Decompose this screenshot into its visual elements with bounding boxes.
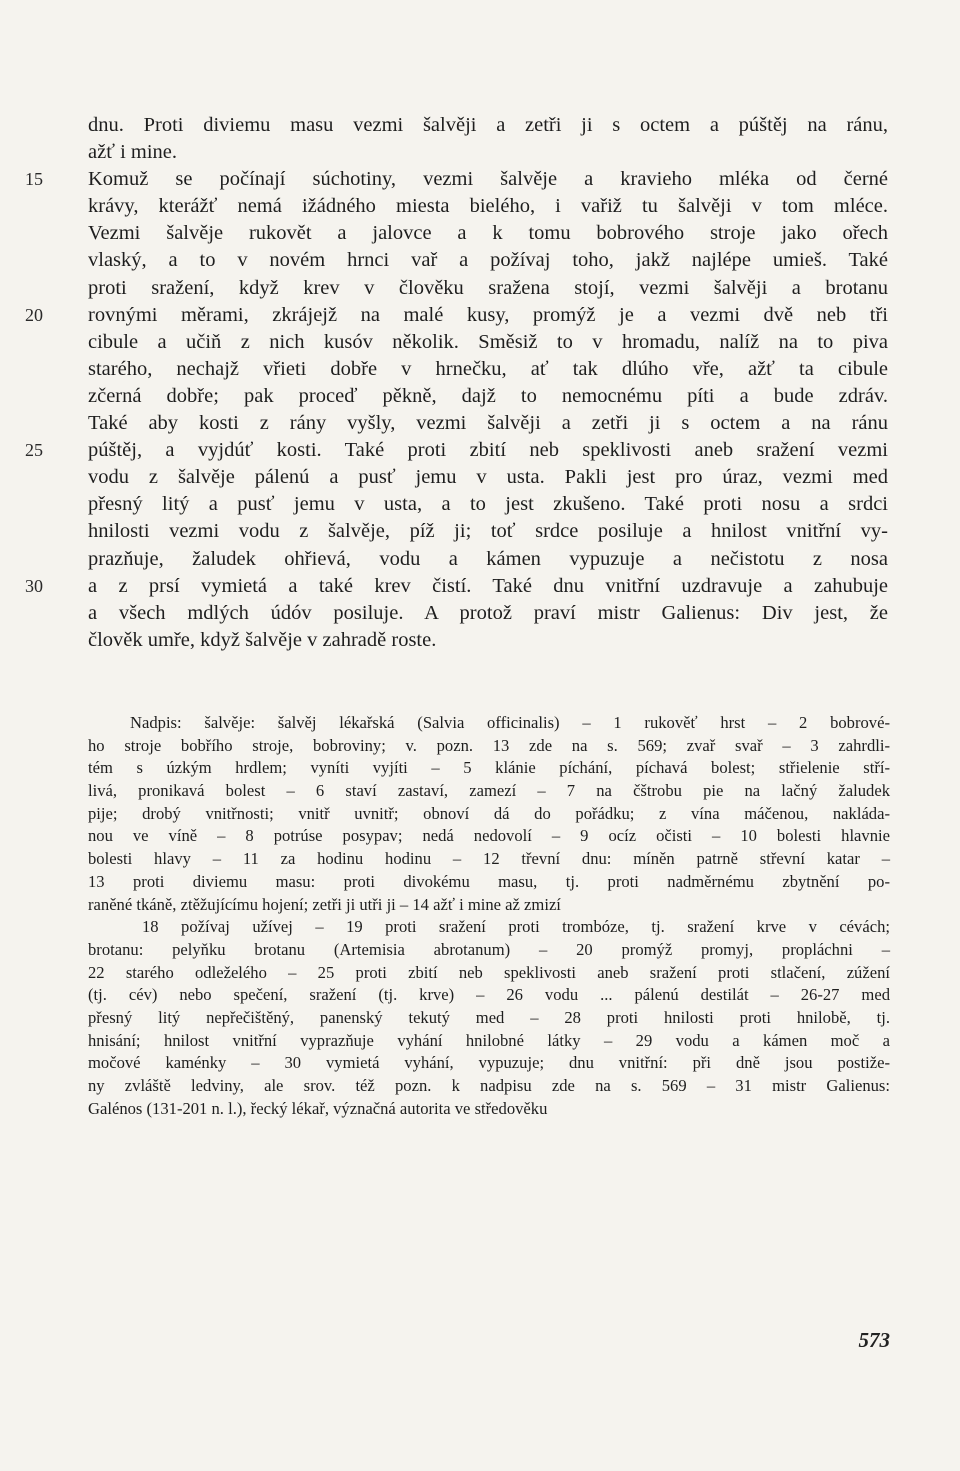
note-line: raněné tkáně, ztěžujícímu hojení; zetři ji utři ji – 14 ažť i mine až zmizí [88,894,561,914]
text-line: dnu. Proti diviemu masu vezmi šalvěji a zetři ji s octem a púštěj na ránu, [88,114,888,136]
note-line: hnisání; hnilost vnitřní vyprazňuje vyhání hnilobné látky – 29 vodu a kámen moč a [88,1030,890,1050]
line-number: 30 [25,575,43,596]
note-line: bolesti hlavy – 11 za hodinu hodinu – 12 třevní dnu: míněn patrně střevní katar – [88,849,890,869]
note-line: brotanu: pelyňku brotanu (Artemisia abrotanum) – 20 promýž promyj, propláchni – [88,939,890,959]
text-line [25,437,888,464]
note-line: ny zvláště ledviny, ale srov. též pozn. k nadpisu zde na s. 569 – 31 mistr Galienus: [88,1076,890,1095]
note-line: močové kaménky – 30 vymietá vyhání, vypuzuje; dnu vnitřní: při dně jsou postiže- [88,1053,890,1073]
text-line-content: a z prsí vymietá a také krev čistí. Také dnu vnitřní uzdravuje a zahubuje [88,574,888,597]
text-line [25,166,888,193]
text-line-content: rovnými měrami, zkrájejž na malé kusy, promýž je a vezmi dvě neb tři [88,303,888,326]
text-line [25,573,888,600]
text-line: člověk umře, když šalvěje v zahradě roste. [88,628,437,651]
main-text [25,112,888,654]
text-line [25,302,888,329]
note-line: přesný litý nepřečištěný, panenský tekutý med – 28 proti hnilosti proti hnilobě, tj. [88,1007,890,1027]
text-line: starého, nechajž vřieti dobře v hrnečku, ať tak dlúho vře, ažť ta cibule [88,357,888,380]
text-line: a všech mdlých údóv posiluje. A protož praví mistr Galienus: Div jest, že [88,601,888,624]
text-line-content: Komuž se počínají súchotiny, vezmi šalvěje a kravieho mléka od černé [88,168,888,191]
text-line: ažť i mine. [88,141,178,164]
note-line: pije; drobý vnitřnosti; vnitř uvnitř; obnoví dá do pořádku; z vína máčenou, nakláda- [88,803,890,823]
line-number: 15 [25,169,43,190]
text-line: hnilosti vezmi vodu z šalvěje, píž ji; toť srdce posiluje a hnilost vnitřní vy- [88,520,888,543]
note-line: 13 proti diviemu masu: proti divokému masu, tj. proti nadměrnému zbytnění po- [88,871,890,891]
note-line: 18 požívaj užívej – 19 proti sražení proti trombóze, tj. sražení krve v cévách; [142,917,890,937]
text-line: krávy, kterážť nemá ižádného miesta bielého, i vařiž tu šalvěji v tom mléce. [88,195,888,218]
text-line: vodu z šalvěje pálenú a pusť jemu v usta. Pakli jest pro úraz, vezmi med [88,466,888,489]
text-line: zčerná dobře; pak proceď pěkně, dajž to nemocnému píti a bude zdráv. [88,384,888,407]
line-number: 25 [25,440,43,461]
explanatory-notes [88,712,890,1120]
note-line: ho stroje bobřího stroje, bobroviny; v. pozn. 13 zde na s. 569; zvař svař – 3 zahrdli- [88,735,890,755]
text-line: vlaský, a to v novém hrnci vař a požívaj toho, jakž najlépe umieš. Také [88,249,888,272]
note-line: tém s úzkým hrdlem; vyníti vyjíti – 5 klánie píchání, píchavá bolest; střielenie stří- [88,758,890,778]
text-line: prazňuje, žaludek ohřievá, vodu a kámen vypuzuje a nečistotu z nosa [88,547,888,570]
note-line: livá, pronikavá bolest – 6 staví zastaví, zamezí – 7 na čštrobu pie na lačný žaludek [88,781,890,801]
note-line: nou ve víně – 8 potrúse posypav; nedá nedovolí – 9 ocíz očisti – 10 bolesti hlavnie [88,826,890,846]
text-line: cibule a učiň z nich kusóv několik. Směsiž to v hromadu, nalíž na to piva [88,330,888,353]
line-number: 20 [25,304,43,325]
text-line: Také aby kosti z rány vyšly, vezmi šalvěji a zetři ji s octem a na ránu [88,412,888,435]
note-line: Galénos (131-201 n. l.), řecký lékař, význačná autorita ve středověku [88,1098,548,1118]
text-line: proti sražení, když krev v člověku sražena stojí, vezmi šalvěji a brotanu [88,276,888,299]
text-line: Vezmi šalvěje rukovět a jalovce a k tomu bobrového stroje jako ořech [88,222,888,245]
text-line: přesný litý a pusť jemu v usta, a to jest zkušeno. Také proti nosu a srdci [88,493,888,516]
note-line: (tj. cév) nebo spečení, sražení (tj. krve) – 26 vodu ... pálenú destilát – 26-27 med [88,985,890,1005]
note-line: Nadpis: šalvěje: šalvěj lékařská (Salvia officinalis) – 1 rukověť hrst – 2 bobrové- [130,713,890,732]
page-number: 573 [858,1328,890,1352]
text-line-content: púštěj, a vyjdúť kosti. Také proti zbití neb speklivosti aneb sražení vezmi [88,439,888,462]
note-line: 22 starého odleželého – 25 proti zbití neb speklivosti aneb sražení proti stlačení, zúžení [88,962,890,982]
